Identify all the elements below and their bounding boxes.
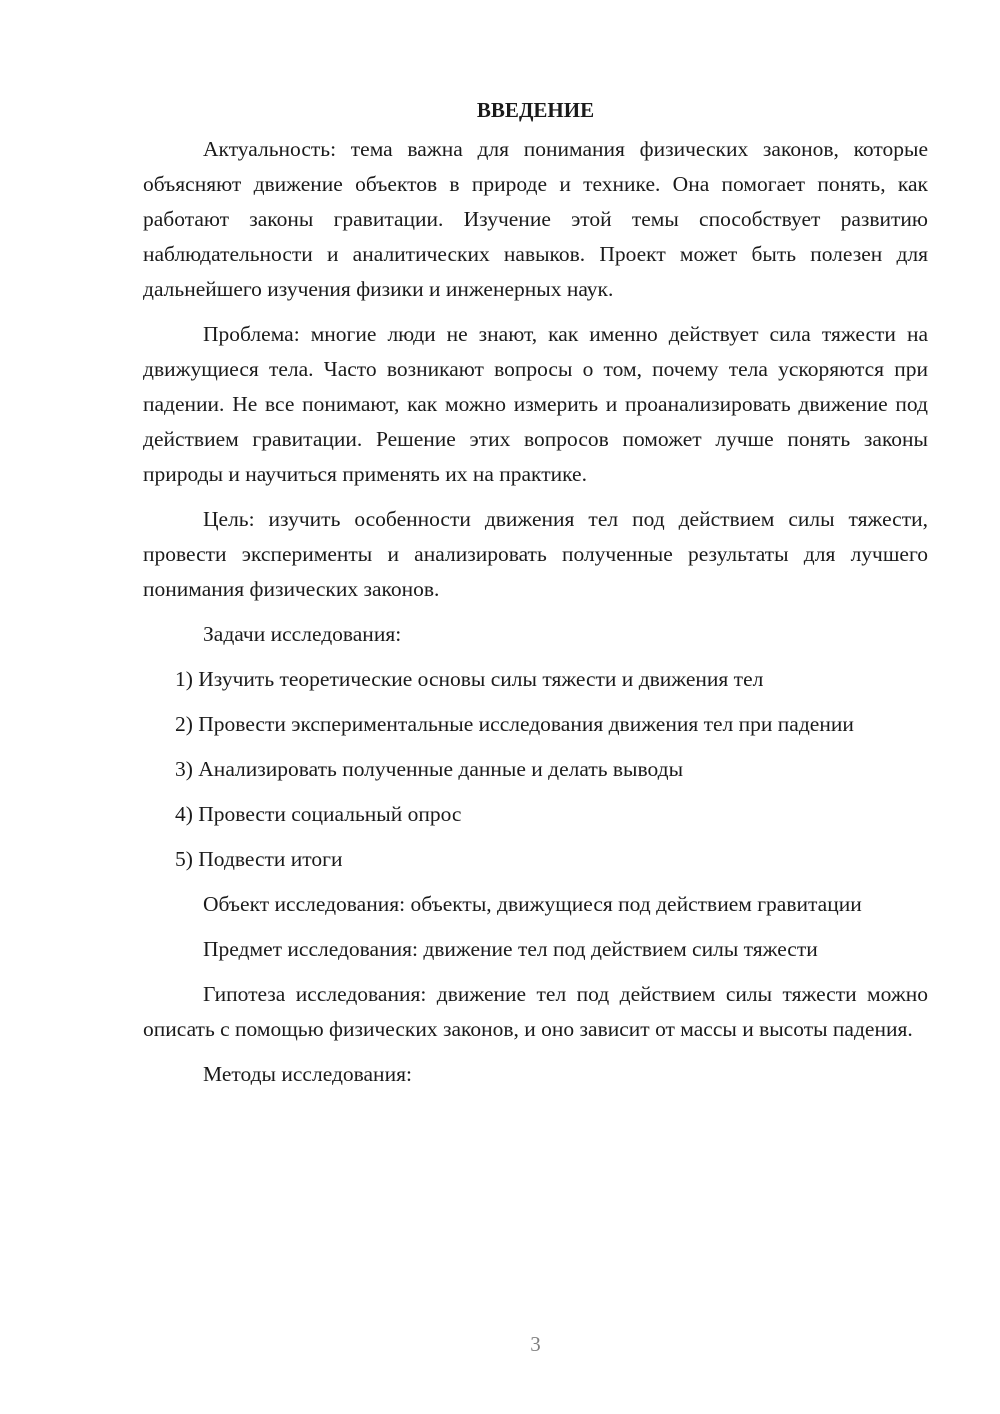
relevance-paragraph: Актуальность: тема важна для понимания физических законов, которые объясняют движение объектов в природе и технике. Она помогает понять, как работают законы гравитации. Изучение этой темы способствует развитию наблюдательности и аналитических навыков. Проект может быть полезен для дальнейшего изучения физики и инженерных наук. <box>143 137 928 301</box>
page-number: 3 <box>530 1332 541 1356</box>
list-item: 5) Подвести итоги <box>175 847 343 871</box>
subject-paragraph: Предмет исследования: движение тел под действием силы тяжести <box>203 937 818 961</box>
tasks-list <box>143 662 928 877</box>
list-item: 3) Анализировать полученные данные и делать выводы <box>175 757 684 781</box>
object-paragraph: Объект исследования: объекты, движущиеся под действием гравитации <box>203 892 862 916</box>
goal-paragraph: Цель: изучить особенности движения тел под действием силы тяжести, провести эксперименты и анализировать полученные результаты для лучшего понимания физических законов. <box>143 507 928 601</box>
hypothesis-paragraph: Гипотеза исследования: движение тел под действием силы тяжести можно описать с помощью физических законов, и оно зависит от массы и высоты падения. <box>143 982 928 1041</box>
list-item: 2) Провести экспериментальные исследования движения тел при падении <box>175 712 854 736</box>
tasks-heading: Задачи исследования: <box>203 622 402 646</box>
problem-paragraph: Проблема: многие люди не знают, как именно действует сила тяжести на движущиеся тела. Часто возникают вопросы о том, почему тела ускоряются при падении. Не все понимают, как можно измерить и проанализировать движение под действием гравитации. Решение этих вопросов поможет лучше понять законы природы и научиться применять их на практике. <box>143 322 928 486</box>
list-item: 1) Изучить теоретические основы силы тяжести и движения тел <box>175 667 764 691</box>
list-item: 4) Провести социальный опрос <box>175 802 462 826</box>
methods-heading: Методы исследования: <box>203 1062 412 1086</box>
page-title: ВВЕДЕНИЕ <box>476 98 595 122</box>
document-page <box>143 92 928 1102</box>
